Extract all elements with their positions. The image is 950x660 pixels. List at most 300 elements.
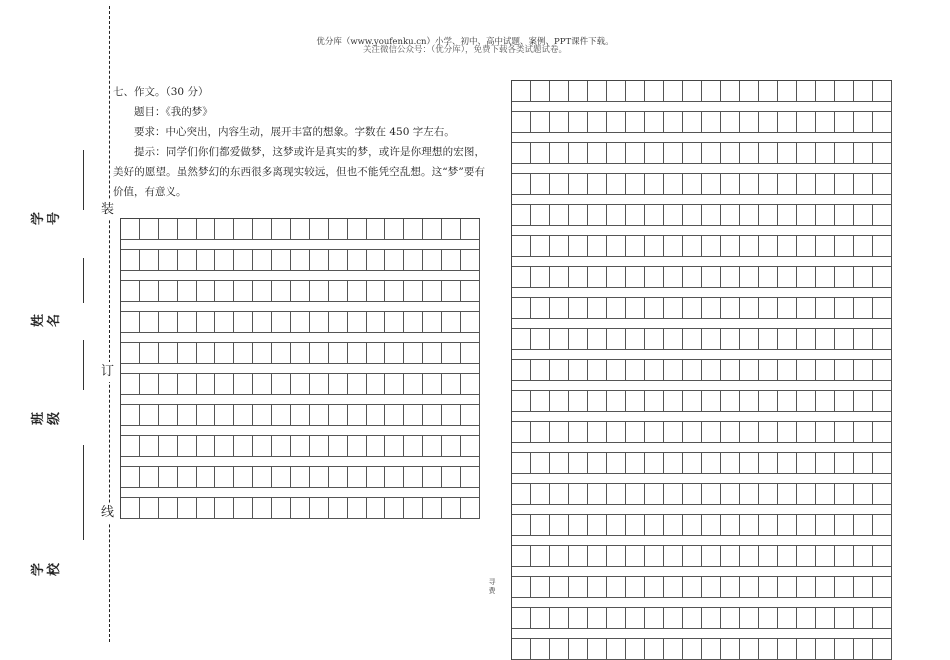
grid-cell[interactable]	[159, 436, 178, 457]
grid-cell[interactable]	[740, 298, 759, 319]
grid-cell[interactable]	[253, 343, 272, 364]
grid-cell[interactable]	[683, 360, 702, 381]
grid-cell[interactable]	[569, 112, 588, 133]
grid-cell[interactable]	[588, 174, 607, 195]
grid-cell[interactable]	[626, 391, 645, 412]
grid-cell[interactable]	[404, 343, 423, 364]
grid-cell[interactable]	[234, 498, 253, 519]
grid-cell[interactable]	[367, 250, 386, 271]
grid-cell[interactable]	[461, 405, 480, 426]
grid-cell[interactable]	[197, 250, 216, 271]
grid-cell[interactable]	[588, 453, 607, 474]
grid-cell[interactable]	[569, 298, 588, 319]
grid-cell[interactable]	[816, 360, 835, 381]
grid-cell[interactable]	[835, 484, 854, 505]
grid-cell[interactable]	[588, 546, 607, 567]
grid-cell[interactable]	[664, 329, 683, 350]
grid-cell[interactable]	[854, 81, 873, 102]
grid-cell[interactable]	[835, 236, 854, 257]
grid-cell[interactable]	[367, 281, 386, 302]
grid-cell[interactable]	[835, 391, 854, 412]
grid-cell[interactable]	[607, 81, 626, 102]
grid-cell[interactable]	[759, 81, 778, 102]
grid-cell[interactable]	[664, 639, 683, 660]
grid-cell[interactable]	[588, 329, 607, 350]
grid-cell[interactable]	[461, 467, 480, 488]
grid-cell[interactable]	[683, 453, 702, 474]
grid-cell[interactable]	[569, 81, 588, 102]
grid-cell[interactable]	[797, 391, 816, 412]
grid-cell[interactable]	[645, 546, 664, 567]
grid-cell[interactable]	[645, 515, 664, 536]
grid-cell[interactable]	[569, 422, 588, 443]
grid-cell[interactable]	[607, 112, 626, 133]
grid-cell[interactable]	[569, 174, 588, 195]
grid-cell[interactable]	[291, 250, 310, 271]
grid-cell[interactable]	[702, 422, 721, 443]
grid-cell[interactable]	[626, 298, 645, 319]
grid-cell[interactable]	[512, 453, 531, 474]
writing-grid-right[interactable]	[511, 80, 892, 660]
grid-cell[interactable]	[121, 467, 140, 488]
grid-cell[interactable]	[873, 577, 892, 598]
grid-cell[interactable]	[816, 577, 835, 598]
grid-cell[interactable]	[873, 422, 892, 443]
grid-cell[interactable]	[404, 467, 423, 488]
grid-cell[interactable]	[797, 174, 816, 195]
grid-cell[interactable]	[664, 484, 683, 505]
grid-cell[interactable]	[873, 360, 892, 381]
grid-cell[interactable]	[272, 312, 291, 333]
grid-cell[interactable]	[797, 577, 816, 598]
grid-cell[interactable]	[854, 422, 873, 443]
grid-cell[interactable]	[797, 329, 816, 350]
grid-cell[interactable]	[607, 515, 626, 536]
grid-cell[interactable]	[873, 143, 892, 164]
grid-cell[interactable]	[816, 236, 835, 257]
grid-cell[interactable]	[759, 298, 778, 319]
grid-cell[interactable]	[569, 236, 588, 257]
grid-cell[interactable]	[215, 467, 234, 488]
grid-cell[interactable]	[569, 639, 588, 660]
grid-cell[interactable]	[664, 453, 683, 474]
grid-cell[interactable]	[531, 205, 550, 226]
grid-cell[interactable]	[664, 298, 683, 319]
grid-cell[interactable]	[367, 219, 386, 240]
grid-cell[interactable]	[442, 498, 461, 519]
grid-cell[interactable]	[835, 298, 854, 319]
grid-cell[interactable]	[626, 360, 645, 381]
grid-cell[interactable]	[569, 453, 588, 474]
grid-cell[interactable]	[797, 515, 816, 536]
grid-cell[interactable]	[348, 250, 367, 271]
grid-cell[interactable]	[873, 329, 892, 350]
grid-cell[interactable]	[178, 312, 197, 333]
grid-cell[interactable]	[740, 174, 759, 195]
grid-cell[interactable]	[645, 112, 664, 133]
grid-cell[interactable]	[404, 498, 423, 519]
grid-cell[interactable]	[854, 267, 873, 288]
grid-cell[interactable]	[512, 608, 531, 629]
grid-cell[interactable]	[550, 577, 569, 598]
grid-cell[interactable]	[854, 174, 873, 195]
grid-cell[interactable]	[159, 250, 178, 271]
grid-cell[interactable]	[702, 205, 721, 226]
grid-cell[interactable]	[588, 639, 607, 660]
grid-cell[interactable]	[512, 484, 531, 505]
grid-cell[interactable]	[778, 143, 797, 164]
grid-cell[interactable]	[253, 436, 272, 457]
grid-cell[interactable]	[721, 174, 740, 195]
grid-cell[interactable]	[664, 577, 683, 598]
grid-cell[interactable]	[550, 236, 569, 257]
grid-cell[interactable]	[569, 391, 588, 412]
grid-cell[interactable]	[272, 250, 291, 271]
grid-cell[interactable]	[607, 639, 626, 660]
grid-cell[interactable]	[740, 546, 759, 567]
grid-cell[interactable]	[569, 143, 588, 164]
grid-cell[interactable]	[234, 467, 253, 488]
grid-cell[interactable]	[721, 143, 740, 164]
grid-cell[interactable]	[626, 143, 645, 164]
grid-cell[interactable]	[702, 174, 721, 195]
grid-cell[interactable]	[873, 298, 892, 319]
grid-cell[interactable]	[626, 112, 645, 133]
grid-cell[interactable]	[702, 608, 721, 629]
grid-cell[interactable]	[531, 329, 550, 350]
grid-cell[interactable]	[531, 236, 550, 257]
grid-cell[interactable]	[759, 112, 778, 133]
grid-cell[interactable]	[645, 484, 664, 505]
grid-cell[interactable]	[569, 329, 588, 350]
grid-cell[interactable]	[740, 81, 759, 102]
grid-cell[interactable]	[272, 374, 291, 395]
grid-cell[interactable]	[512, 329, 531, 350]
grid-cell[interactable]	[550, 174, 569, 195]
grid-cell[interactable]	[197, 467, 216, 488]
grid-cell[interactable]	[512, 81, 531, 102]
grid-cell[interactable]	[835, 174, 854, 195]
grid-cell[interactable]	[683, 112, 702, 133]
grid-cell[interactable]	[159, 405, 178, 426]
grid-cell[interactable]	[550, 360, 569, 381]
grid-cell[interactable]	[310, 250, 329, 271]
grid-cell[interactable]	[569, 267, 588, 288]
grid-cell[interactable]	[778, 81, 797, 102]
grid-cell[interactable]	[816, 329, 835, 350]
grid-cell[interactable]	[140, 467, 159, 488]
grid-cell[interactable]	[215, 436, 234, 457]
grid-cell[interactable]	[442, 250, 461, 271]
grid-cell[interactable]	[835, 577, 854, 598]
grid-cell[interactable]	[683, 391, 702, 412]
grid-cell[interactable]	[816, 453, 835, 474]
grid-cell[interactable]	[759, 391, 778, 412]
grid-cell[interactable]	[816, 174, 835, 195]
grid-cell[interactable]	[140, 281, 159, 302]
grid-cell[interactable]	[854, 391, 873, 412]
grid-cell[interactable]	[626, 546, 645, 567]
grid-cell[interactable]	[291, 374, 310, 395]
grid-cell[interactable]	[234, 250, 253, 271]
grid-cell[interactable]	[121, 343, 140, 364]
grid-cell[interactable]	[329, 281, 348, 302]
grid-cell[interactable]	[816, 608, 835, 629]
grid-cell[interactable]	[721, 360, 740, 381]
grid-cell[interactable]	[531, 515, 550, 536]
grid-cell[interactable]	[588, 81, 607, 102]
grid-cell[interactable]	[385, 219, 404, 240]
grid-cell[interactable]	[423, 281, 442, 302]
grid-cell[interactable]	[721, 329, 740, 350]
grid-cell[interactable]	[234, 281, 253, 302]
grid-cell[interactable]	[873, 453, 892, 474]
grid-cell[interactable]	[550, 298, 569, 319]
grid-cell[interactable]	[778, 298, 797, 319]
grid-cell[interactable]	[159, 219, 178, 240]
grid-cell[interactable]	[512, 143, 531, 164]
grid-cell[interactable]	[702, 360, 721, 381]
grid-cell[interactable]	[310, 467, 329, 488]
grid-cell[interactable]	[683, 546, 702, 567]
grid-cell[interactable]	[291, 343, 310, 364]
grid-cell[interactable]	[664, 422, 683, 443]
grid-cell[interactable]	[854, 453, 873, 474]
grid-cell[interactable]	[854, 360, 873, 381]
grid-cell[interactable]	[531, 81, 550, 102]
grid-cell[interactable]	[512, 267, 531, 288]
grid-cell[interactable]	[253, 281, 272, 302]
grid-cell[interactable]	[721, 391, 740, 412]
grid-cell[interactable]	[702, 484, 721, 505]
grid-cell[interactable]	[588, 391, 607, 412]
grid-cell[interactable]	[512, 546, 531, 567]
grid-cell[interactable]	[569, 608, 588, 629]
grid-cell[interactable]	[778, 391, 797, 412]
grid-cell[interactable]	[423, 467, 442, 488]
grid-cell[interactable]	[512, 422, 531, 443]
grid-cell[interactable]	[740, 391, 759, 412]
grid-cell[interactable]	[588, 267, 607, 288]
grid-cell[interactable]	[531, 608, 550, 629]
grid-cell[interactable]	[442, 281, 461, 302]
grid-cell[interactable]	[550, 329, 569, 350]
grid-cell[interactable]	[423, 312, 442, 333]
grid-cell[interactable]	[797, 453, 816, 474]
grid-cell[interactable]	[442, 312, 461, 333]
grid-cell[interactable]	[778, 329, 797, 350]
grid-cell[interactable]	[159, 467, 178, 488]
grid-cell[interactable]	[588, 205, 607, 226]
grid-cell[interactable]	[550, 546, 569, 567]
grid-cell[interactable]	[423, 436, 442, 457]
grid-cell[interactable]	[873, 81, 892, 102]
grid-cell[interactable]	[664, 81, 683, 102]
grid-cell[interactable]	[253, 219, 272, 240]
grid-cell[interactable]	[550, 205, 569, 226]
grid-cell[interactable]	[531, 546, 550, 567]
grid-cell[interactable]	[797, 298, 816, 319]
grid-cell[interactable]	[816, 267, 835, 288]
grid-cell[interactable]	[140, 405, 159, 426]
grid-cell[interactable]	[531, 453, 550, 474]
grid-cell[interactable]	[740, 143, 759, 164]
grid-cell[interactable]	[778, 453, 797, 474]
grid-cell[interactable]	[569, 577, 588, 598]
grid-cell[interactable]	[873, 391, 892, 412]
grid-cell[interactable]	[253, 312, 272, 333]
grid-cell[interactable]	[385, 467, 404, 488]
grid-cell[interactable]	[778, 174, 797, 195]
grid-cell[interactable]	[588, 422, 607, 443]
grid-cell[interactable]	[607, 298, 626, 319]
grid-cell[interactable]	[645, 205, 664, 226]
grid-cell[interactable]	[423, 219, 442, 240]
grid-cell[interactable]	[664, 236, 683, 257]
grid-cell[interactable]	[512, 391, 531, 412]
grid-cell[interactable]	[550, 267, 569, 288]
grid-cell[interactable]	[740, 422, 759, 443]
grid-cell[interactable]	[550, 608, 569, 629]
grid-cell[interactable]	[607, 453, 626, 474]
grid-cell[interactable]	[531, 360, 550, 381]
grid-cell[interactable]	[531, 267, 550, 288]
grid-cell[interactable]	[423, 343, 442, 364]
grid-cell[interactable]	[626, 422, 645, 443]
grid-cell[interactable]	[740, 484, 759, 505]
grid-cell[interactable]	[835, 329, 854, 350]
grid-cell[interactable]	[816, 143, 835, 164]
grid-cell[interactable]	[683, 236, 702, 257]
grid-cell[interactable]	[664, 143, 683, 164]
grid-cell[interactable]	[367, 405, 386, 426]
grid-cell[interactable]	[759, 360, 778, 381]
grid-cell[interactable]	[215, 374, 234, 395]
grid-cell[interactable]	[234, 343, 253, 364]
grid-cell[interactable]	[197, 405, 216, 426]
grid-cell[interactable]	[626, 236, 645, 257]
grid-cell[interactable]	[140, 250, 159, 271]
grid-cell[interactable]	[740, 515, 759, 536]
grid-cell[interactable]	[461, 374, 480, 395]
grid-cell[interactable]	[588, 484, 607, 505]
grid-cell[interactable]	[121, 312, 140, 333]
grid-cell[interactable]	[645, 329, 664, 350]
grid-cell[interactable]	[215, 281, 234, 302]
grid-cell[interactable]	[385, 436, 404, 457]
grid-cell[interactable]	[512, 298, 531, 319]
grid-cell[interactable]	[854, 329, 873, 350]
grid-cell[interactable]	[607, 360, 626, 381]
grid-cell[interactable]	[197, 219, 216, 240]
grid-cell[interactable]	[385, 250, 404, 271]
grid-cell[interactable]	[778, 608, 797, 629]
grid-cell[interactable]	[178, 281, 197, 302]
grid-cell[interactable]	[873, 608, 892, 629]
grid-cell[interactable]	[664, 515, 683, 536]
grid-cell[interactable]	[197, 436, 216, 457]
grid-cell[interactable]	[310, 498, 329, 519]
grid-cell[interactable]	[140, 436, 159, 457]
grid-cell[interactable]	[721, 236, 740, 257]
grid-cell[interactable]	[702, 515, 721, 536]
grid-cell[interactable]	[121, 250, 140, 271]
grid-cell[interactable]	[329, 219, 348, 240]
grid-cell[interactable]	[531, 174, 550, 195]
grid-cell[interactable]	[797, 236, 816, 257]
grid-cell[interactable]	[234, 405, 253, 426]
grid-cell[interactable]	[721, 453, 740, 474]
grid-cell[interactable]	[645, 391, 664, 412]
grid-cell[interactable]	[759, 608, 778, 629]
grid-cell[interactable]	[683, 577, 702, 598]
grid-cell[interactable]	[140, 498, 159, 519]
grid-cell[interactable]	[816, 639, 835, 660]
grid-cell[interactable]	[740, 608, 759, 629]
grid-cell[interactable]	[367, 467, 386, 488]
grid-cell[interactable]	[721, 298, 740, 319]
grid-cell[interactable]	[423, 498, 442, 519]
grid-cell[interactable]	[702, 236, 721, 257]
grid-cell[interactable]	[740, 577, 759, 598]
grid-cell[interactable]	[854, 236, 873, 257]
grid-cell[interactable]	[178, 405, 197, 426]
grid-cell[interactable]	[234, 312, 253, 333]
grid-cell[interactable]	[759, 267, 778, 288]
grid-cell[interactable]	[645, 360, 664, 381]
grid-cell[interactable]	[588, 608, 607, 629]
grid-cell[interactable]	[873, 236, 892, 257]
grid-cell[interactable]	[178, 374, 197, 395]
grid-cell[interactable]	[702, 391, 721, 412]
grid-cell[interactable]	[234, 436, 253, 457]
grid-cell[interactable]	[461, 343, 480, 364]
grid-cell[interactable]	[404, 374, 423, 395]
grid-cell[interactable]	[423, 405, 442, 426]
grid-cell[interactable]	[816, 81, 835, 102]
grid-cell[interactable]	[721, 81, 740, 102]
grid-cell[interactable]	[348, 374, 367, 395]
grid-cell[interactable]	[721, 112, 740, 133]
grid-cell[interactable]	[835, 81, 854, 102]
grid-cell[interactable]	[854, 298, 873, 319]
grid-cell[interactable]	[816, 205, 835, 226]
grid-cell[interactable]	[740, 205, 759, 226]
grid-cell[interactable]	[348, 281, 367, 302]
grid-cell[interactable]	[461, 436, 480, 457]
grid-cell[interactable]	[461, 281, 480, 302]
grid-cell[interactable]	[531, 422, 550, 443]
grid-cell[interactable]	[550, 112, 569, 133]
grid-cell[interactable]	[159, 312, 178, 333]
grid-cell[interactable]	[329, 467, 348, 488]
grid-cell[interactable]	[664, 391, 683, 412]
grid-cell[interactable]	[835, 205, 854, 226]
grid-cell[interactable]	[272, 436, 291, 457]
grid-cell[interactable]	[626, 515, 645, 536]
grid-cell[interactable]	[329, 343, 348, 364]
grid-cell[interactable]	[178, 467, 197, 488]
grid-cell[interactable]	[702, 267, 721, 288]
grid-cell[interactable]	[588, 515, 607, 536]
grid-cell[interactable]	[835, 608, 854, 629]
grid-cell[interactable]	[550, 422, 569, 443]
grid-cell[interactable]	[329, 436, 348, 457]
grid-cell[interactable]	[854, 639, 873, 660]
grid-cell[interactable]	[215, 250, 234, 271]
grid-cell[interactable]	[740, 360, 759, 381]
grid-cell[interactable]	[404, 312, 423, 333]
